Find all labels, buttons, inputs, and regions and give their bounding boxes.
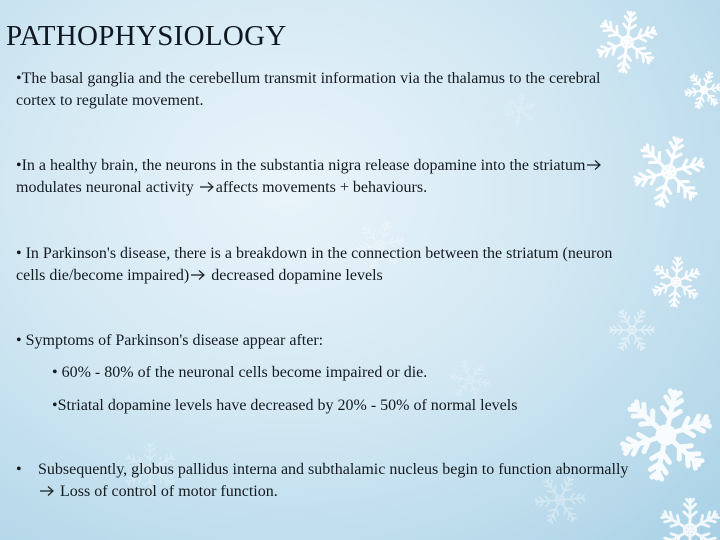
paragraph-text: Loss of control of motor function. — [56, 483, 278, 500]
snowflake-icon — [628, 130, 710, 214]
bullet-point: • — [16, 461, 22, 478]
paragraph-text: modulates neuronal activity — [16, 179, 198, 196]
paragraph-globus-pallidus — [16, 459, 636, 503]
snowflake-icon — [660, 499, 720, 540]
paragraph-parkinsons-breakdown — [16, 243, 641, 287]
right-arrow-icon — [199, 181, 215, 193]
snowflake-icon — [651, 256, 702, 308]
right-arrow-icon — [586, 159, 602, 171]
paragraph-text: •In a healthy brain, the neurons in the substantia nigra release dopamine into the striatum — [16, 157, 586, 174]
right-arrow-icon — [190, 269, 206, 281]
sub-bullet-dopamine-levels: •Striatal dopamine levels have decreased by 20% - 50% of normal levels — [52, 397, 518, 414]
snowflake-icon — [681, 67, 720, 114]
paragraph-text: decreased dopamine levels — [207, 267, 383, 284]
paragraph-healthy-brain — [16, 155, 626, 199]
right-arrow-icon — [39, 485, 55, 497]
paragraph-text: Subsequently, globus pallidus interna and subthalamic nucleus begin to function abnormally — [38, 461, 629, 478]
paragraph-symptoms: • Symptoms of Parkinson's disease appear after: — [16, 332, 324, 349]
sub-bullet-neuronal-cells: • 60% - 80% of the neuronal cells become impaired or die. — [52, 364, 428, 381]
paragraph-text: affects movements + behaviours. — [215, 179, 428, 196]
snowflake-icon — [594, 8, 660, 75]
paragraph-basal-ganglia: •The basal ganglia and the cerebellum transmit information via the thalamus to the cerebral cortex to regulate movement. — [16, 70, 601, 109]
paragraph-text: • In Parkinson's disease, there is a breakdown in the connection between the striatum (neuron cells die/become impaired) — [16, 245, 613, 284]
slide-title: PATHOPHYSIOLOGY — [6, 20, 287, 52]
